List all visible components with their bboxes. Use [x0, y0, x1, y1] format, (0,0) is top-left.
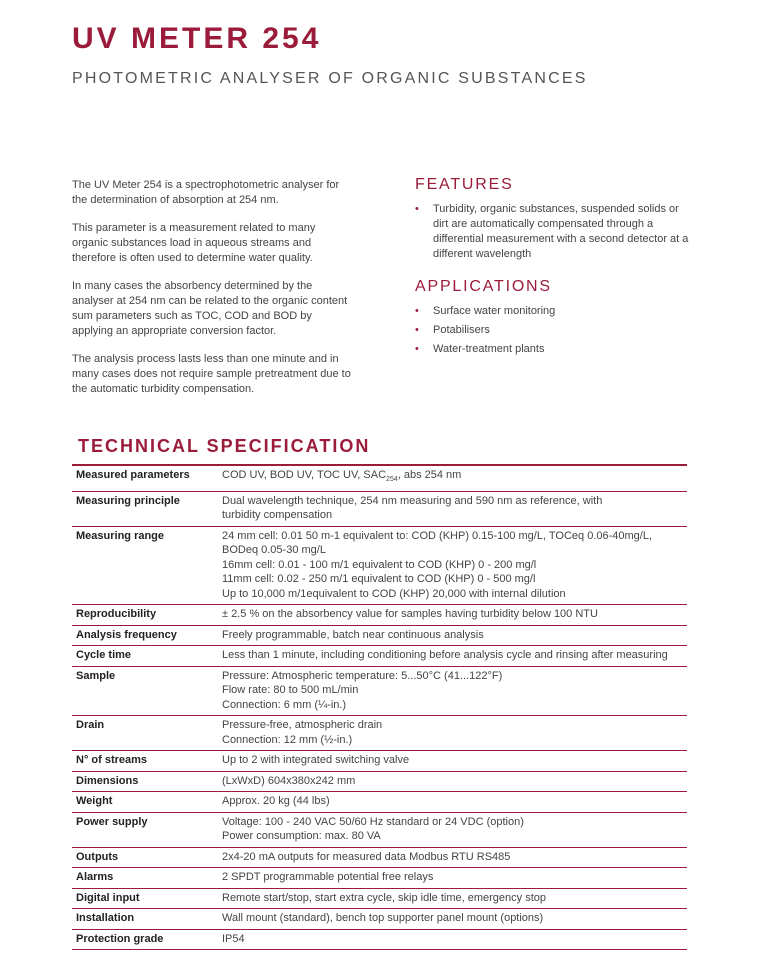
spec-value: ± 2.5 % on the absorbency value for samples having turbidity below 100 NTU [222, 608, 598, 621]
spec-value: IP54 [222, 932, 245, 945]
table-row [72, 847, 687, 868]
spec-value: Dual wavelength technique, 254 nm measuring and 590 nm as reference, with turbidity compensation [222, 494, 603, 522]
table-row [72, 465, 687, 491]
table-row [72, 929, 687, 950]
spec-key: Power supply [76, 815, 148, 828]
table-row [72, 751, 687, 772]
table-row [72, 625, 687, 646]
list-item [415, 202, 695, 262]
spec-value: 24 mm cell: 0.01 50 m-1 equivalent to: COD (KHP) 0.15-100 mg/L, TOCeq 0.06-40mg/L, BODeq 0.05-30 mg/L 16mm cell: 0.01 - 100 m/1 equivalent to COD (KHP) 0 - 200 mg/l 11mm cell: 0.02 - 250 m/1 equivalent to COD (KHP) 0 - 500 mg/l Up to 10,000 m/1equivalent to COD (KHP) 20,000 with internal dilution [222, 529, 653, 600]
spec-table [72, 464, 687, 950]
spec-key: Analysis frequency [76, 628, 177, 641]
spec-value: Pressure: Atmospheric temperature: 5...50°C (41...122°F) Flow rate: 80 to 500 mL/min Connection: 6 mm (¼-in.) [222, 669, 503, 711]
spec-value: Voltage: 100 - 240 VAC 50/60 Hz standard or 24 VDC (option) Power consumption: max. 80 VA [222, 815, 524, 843]
spec-value: Freely programmable, batch near continuous analysis [222, 628, 484, 641]
table-row [72, 491, 687, 526]
table-row [72, 909, 687, 930]
feature-text: Turbidity, organic substances, suspended solids or dirt are automatically compensated through a differential measurement with a second detector at a different wavelength [433, 203, 689, 260]
page-subtitle: PHOTOMETRIC ANALYSER OF ORGANIC SUBSTANCES [72, 70, 588, 87]
table-row [72, 526, 687, 605]
spec-value: 2 SPDT programmable potential free relays [222, 871, 434, 884]
spec-value: (LxWxD) 604x380x242 mm [222, 774, 356, 787]
spec-value: Remote start/stop, start extra cycle, skip idle time, emergency stop [222, 891, 547, 904]
bullet-icon: • [415, 324, 419, 336]
table-row [72, 771, 687, 792]
spec-value: Pressure-free, atmospheric drain Connection: 12 mm (½-in.) [222, 719, 383, 746]
spec-key: Measuring range [76, 529, 165, 542]
spec-value: COD UV, BOD UV, TOC UV, $SAC_{254}$, abs 254 nm [222, 469, 462, 484]
spec-value: Wall mount (standard), bench top supporter panel mount (options) [222, 912, 544, 925]
spec-key: Measuring principle [76, 494, 180, 507]
application-text: Surface water monitoring [433, 305, 556, 317]
spec-key: Reproducibility [76, 608, 157, 621]
spec-heading: TECHNICAL SPECIFICATION [78, 436, 371, 456]
spec-key: Alarms [76, 871, 114, 884]
bullet-icon: • [415, 343, 419, 355]
intro-paragraph: The UV Meter 254 is a spectrophotometric analyser for the determination of absorption at 254 nm. [72, 179, 340, 206]
list-item [415, 342, 695, 357]
table-row [72, 605, 687, 626]
intro-text [72, 178, 352, 410]
spec-value: 2x4-20 mA outputs for measured data Modbus RTU RS485 [222, 850, 511, 863]
features-list [415, 202, 695, 262]
spec-key: Measured parameters [76, 469, 190, 481]
table-row [72, 666, 687, 716]
spec-value: Less than 1 minute, including conditioning before analysis cycle and rinsing after measuring [222, 649, 668, 662]
spec-key: N° of streams [76, 754, 148, 767]
table-row [72, 792, 687, 813]
applications-list [415, 304, 695, 357]
spec-value: Up to 2 with integrated switching valve [222, 754, 410, 767]
list-item [415, 304, 695, 319]
list-item [415, 323, 695, 338]
applications-heading: APPLICATIONS [415, 278, 552, 295]
spec-key: Dimensions [76, 774, 139, 787]
bullet-icon: • [415, 305, 419, 317]
side-column [415, 176, 695, 373]
bullet-icon: • [415, 203, 419, 215]
spec-key: Digital input [76, 891, 140, 904]
table-row [72, 868, 687, 889]
table-row [72, 646, 687, 667]
spec-key: Protection grade [76, 932, 164, 945]
page-title: UV METER 254 [72, 22, 322, 55]
spec-key: Installation [76, 912, 135, 925]
spec-key: Weight [76, 795, 113, 808]
features-heading: FEATURES [415, 176, 514, 193]
table-row [72, 812, 687, 847]
intro-paragraph: This parameter is a measurement related to many organic substances load in aqueous streams and therefore is often used to determine water quality. [72, 222, 316, 264]
table-row [72, 888, 687, 909]
spec-value: Approx. 20 kg (44 lbs) [222, 795, 330, 808]
application-text: Water-treatment plants [433, 343, 545, 355]
spec-key: Outputs [76, 850, 119, 863]
intro-paragraph: In many cases the absorbency determined by the analyser at 254 nm can be related to the organic content sum parameters such as TOC, COD and BOD by applying an appropriate conversion factor. [72, 280, 348, 337]
application-text: Potabilisers [433, 324, 490, 336]
table-row [72, 716, 687, 751]
spec-key: Drain [76, 719, 105, 732]
intro-paragraph: The analysis process lasts less than one minute and in many cases does not require sample pretreatment due to the automatic turbidity compensation. [72, 353, 351, 395]
spec-key: Cycle time [76, 649, 132, 662]
spec-key: Sample [76, 669, 116, 682]
